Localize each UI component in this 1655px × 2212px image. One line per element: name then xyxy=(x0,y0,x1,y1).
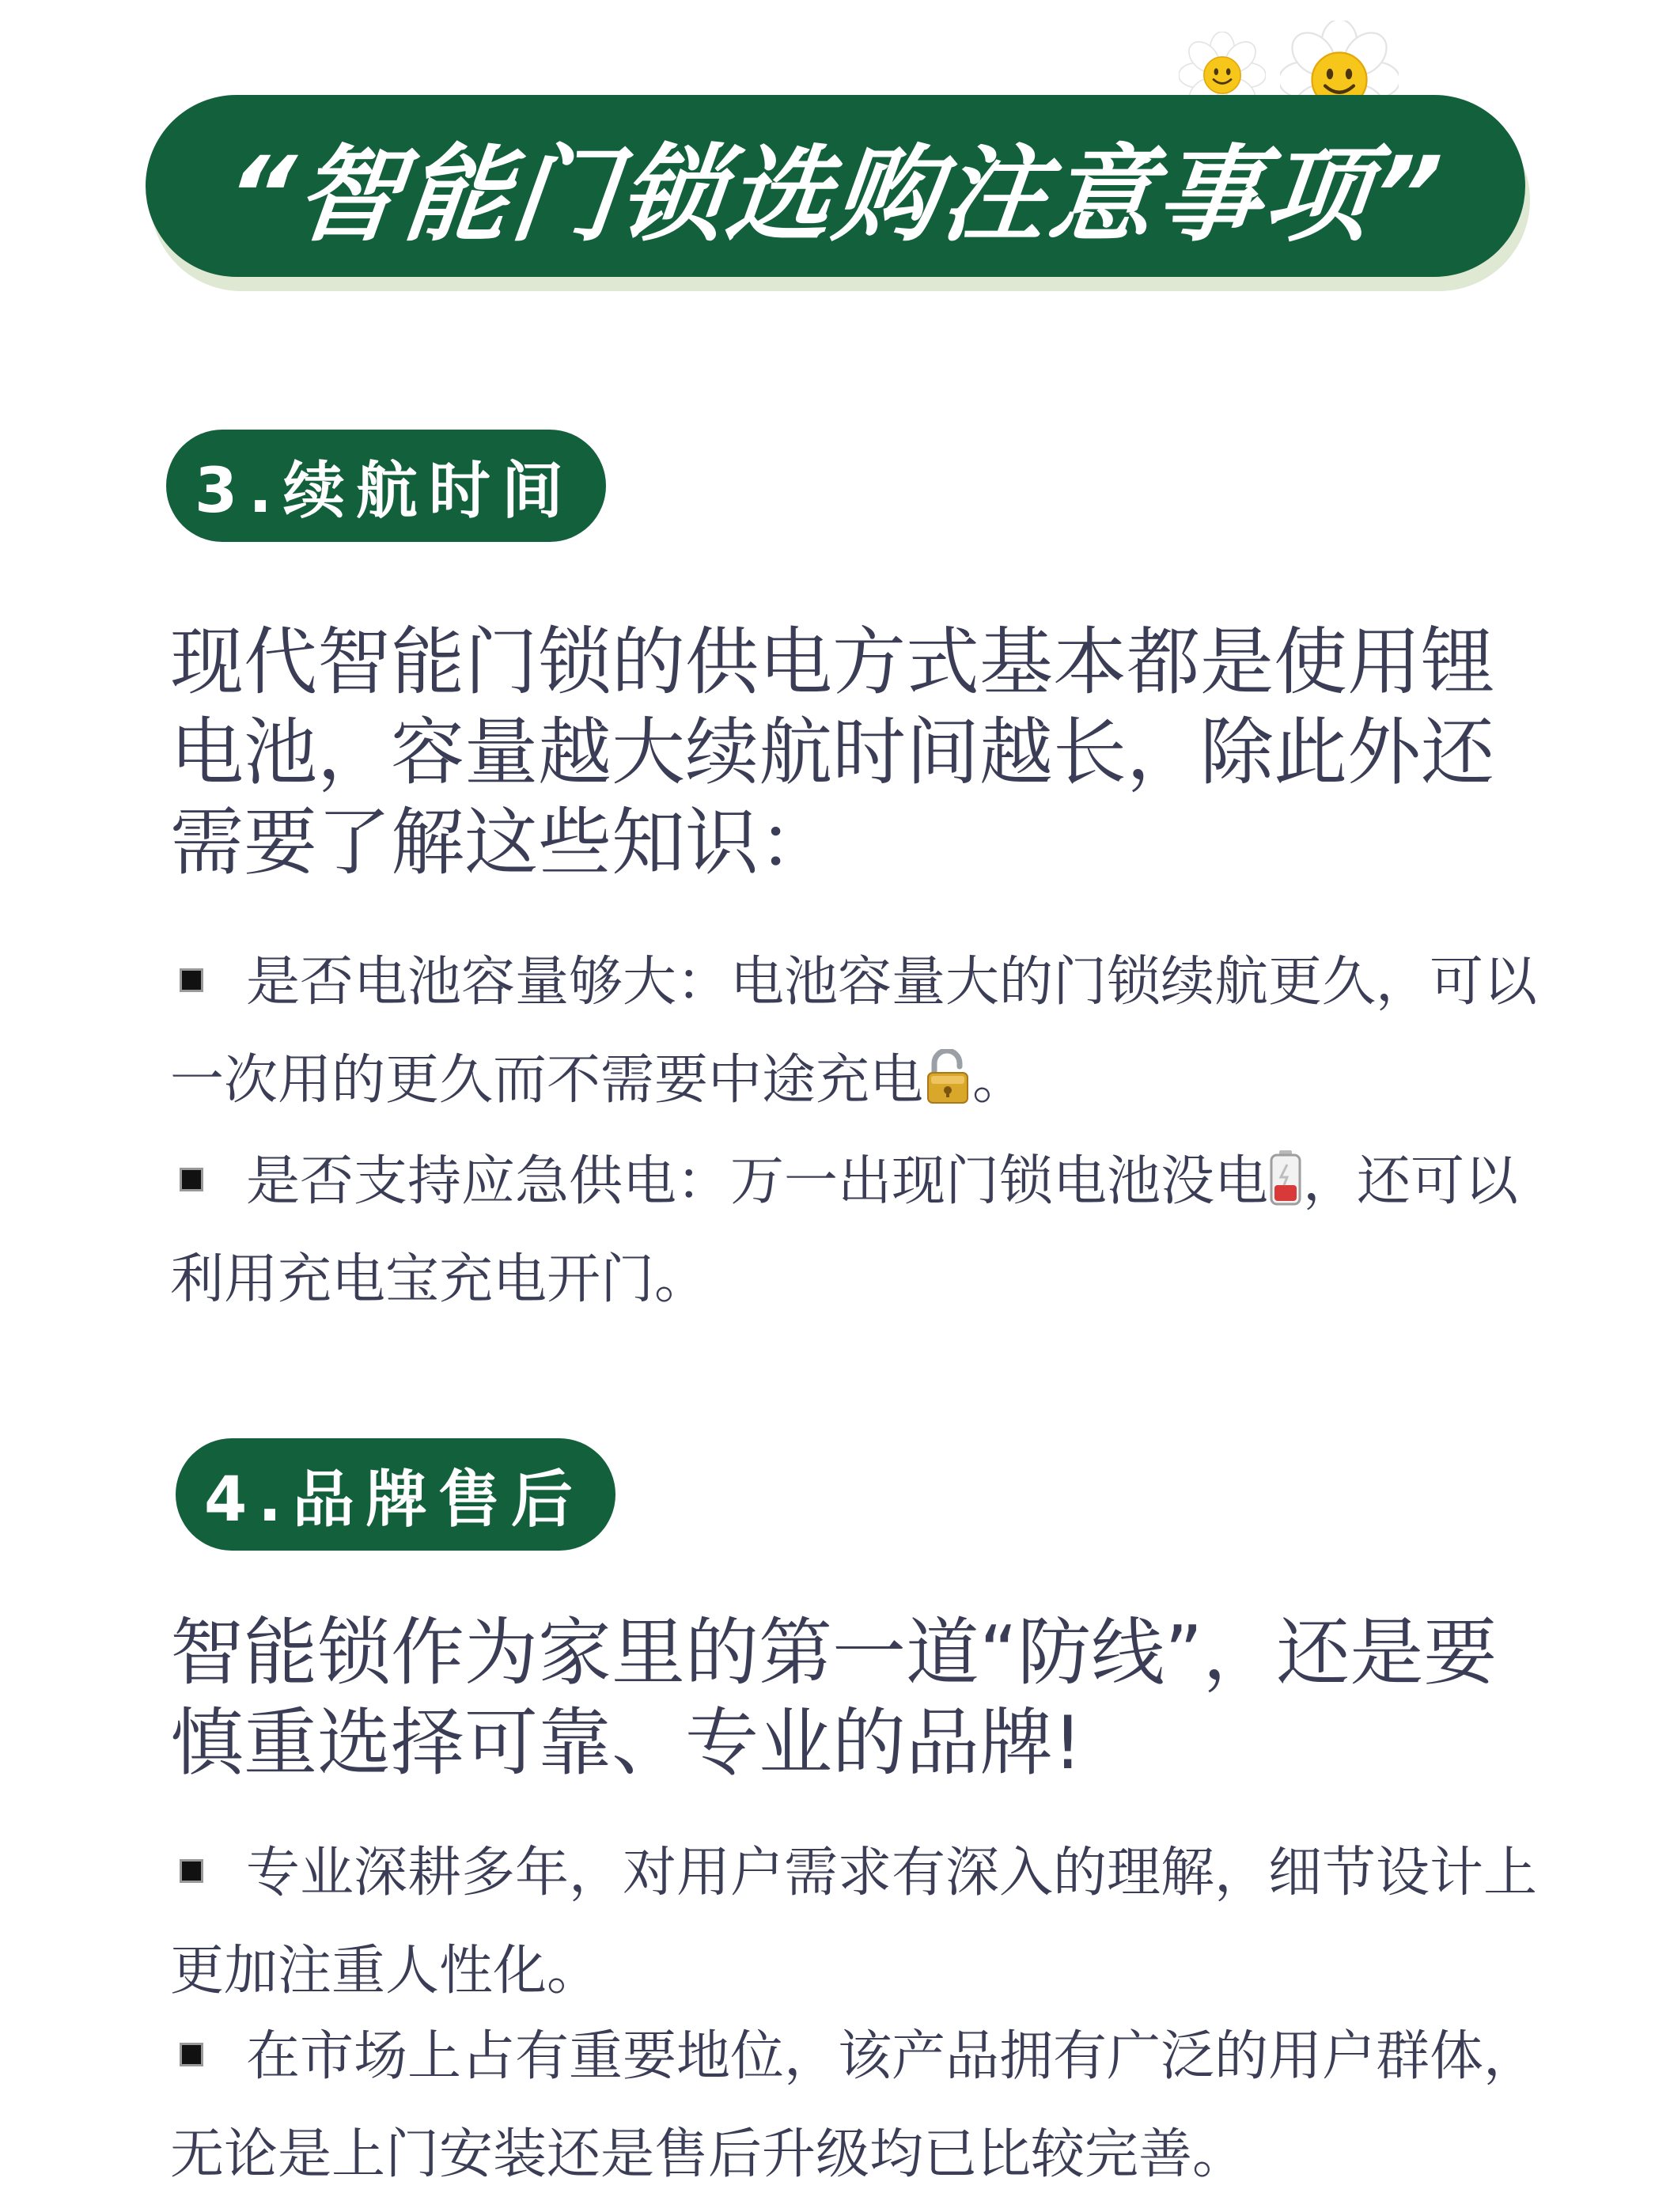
list-item-text-end: 。 xyxy=(972,1049,1027,1112)
page-title: “智能门锁选购注意事项” xyxy=(219,134,1449,256)
list-item xyxy=(170,2008,1562,2204)
square-bullet-icon xyxy=(180,2043,203,2066)
unlocked-padlock-icon xyxy=(923,1049,972,1104)
section-intro-brand-service: 智能锁作为家里的第一道“防线”，还是要慎重选择可靠、专业的品牌! xyxy=(170,1610,1498,1786)
list-item-text: 在市场上占有重要地位，该产品拥有广泛的用户群体，无论是上门安装还是售后升级均已比较完善。 xyxy=(170,2025,1538,2186)
list-item xyxy=(170,1133,1562,1329)
list-item-text: 专业深耕多年，对用户需求有深入的理解，细节设计上更加注重人性化。 xyxy=(170,1842,1538,2002)
section-heading-battery-life: 3.续航时间 xyxy=(166,430,606,542)
square-bullet-icon xyxy=(180,968,203,992)
section-intro-battery-life: 现代智能门锁的供电方式基本都是使用锂电池，容量越大续航时间越长，除此外还需要了解这些知识： xyxy=(170,619,1494,885)
list-item-text-end: ，还可以利用充电宝充电开门。 xyxy=(170,1150,1519,1311)
list-item xyxy=(170,1824,1562,2021)
section-heading-brand-service: 4.品牌售后 xyxy=(176,1438,615,1551)
list-item-text: 是否支持应急供电：万一出现门锁电池没电 xyxy=(246,1150,1269,1213)
square-bullet-icon xyxy=(180,1168,203,1191)
list-item-text: 是否电池容量够大：电池容量大的门锁续航更久，可以一次用的更久而不需要中途充电 xyxy=(170,951,1538,1112)
list-item xyxy=(170,934,1562,1130)
low-battery-icon xyxy=(1268,1149,1303,1206)
title-banner xyxy=(146,95,1525,277)
square-bullet-icon xyxy=(180,1859,203,1883)
